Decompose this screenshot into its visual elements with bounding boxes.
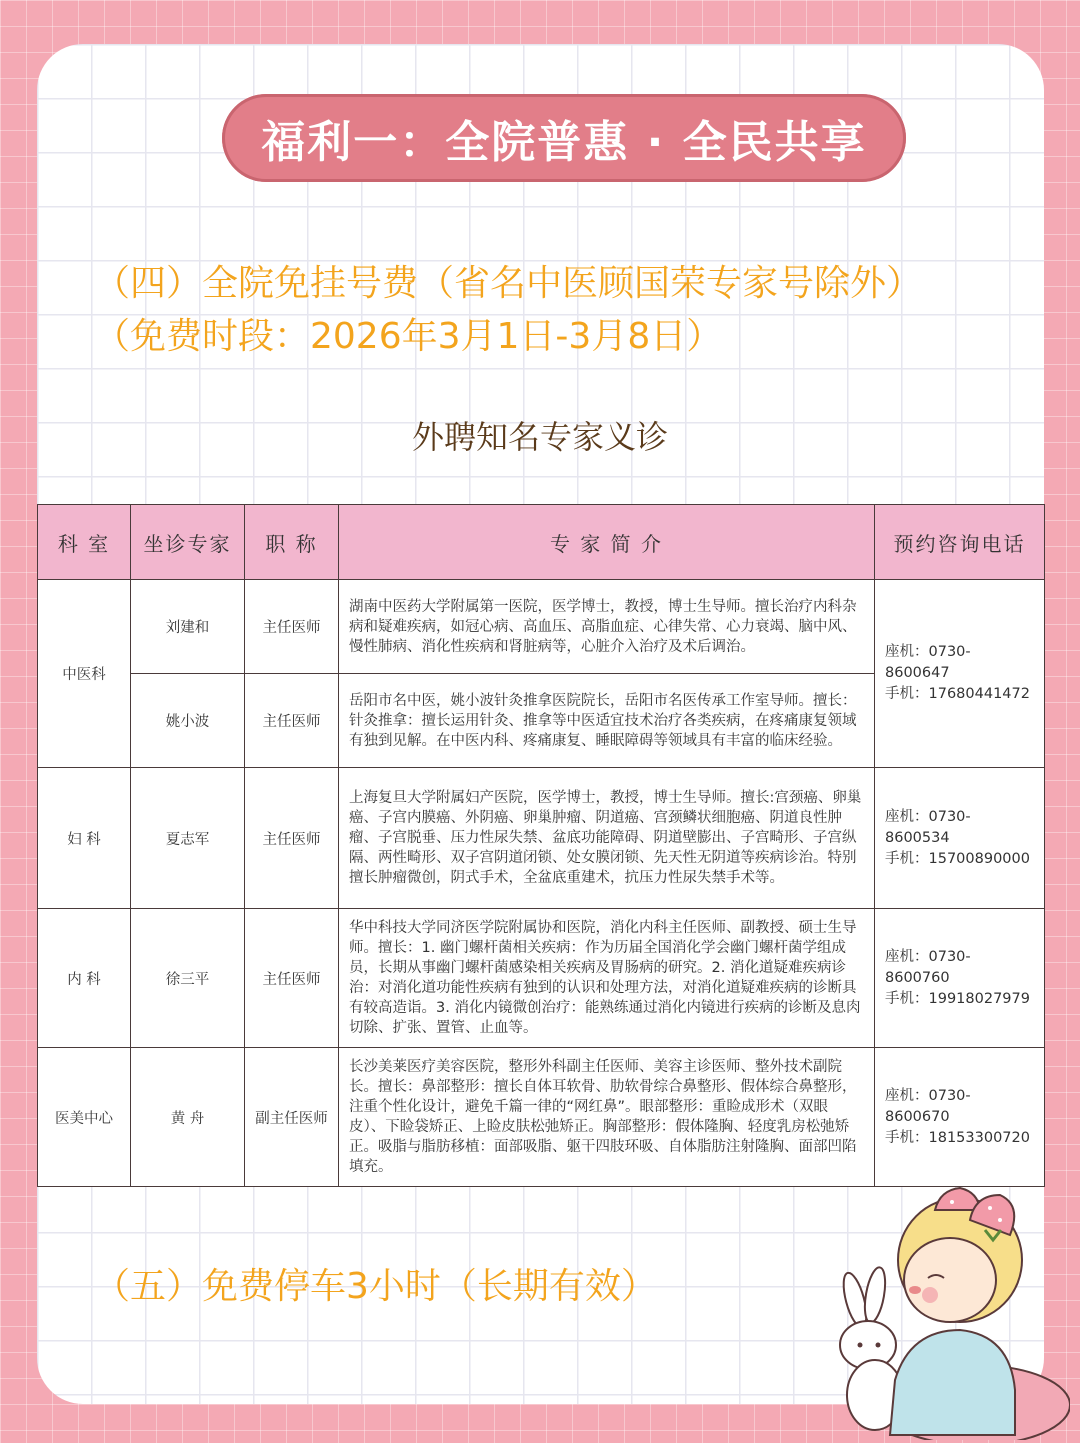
expert-table <box>37 504 1045 1187</box>
mobile-number: 手机：18153300720 <box>885 1129 1030 1146</box>
intro-cell: 上海复旦大学附属妇产医院，医学博士，教授，博士生导师。擅长:宫颈癌、卵巢癌、子宫内膜癌、外阴癌、卵巢肿瘤、阴道癌、宫颈鳞状细胞癌、阴道良性肿瘤、子宫脱垂、压力性尿失禁、盆底功能障碍、阴道壁膨出、子宫畸形、子宫纵隔、两性畸形、双子宫阴道闭锁、处女膜闭锁、先天性无阴道等疾病诊治。特别擅长肿瘤微创，阴式手术，全盆底重建术，抗压力性尿失禁手术等。 <box>339 768 875 909</box>
table-row <box>38 909 1045 1048</box>
table-row <box>38 1048 1045 1187</box>
doctor-cell: 徐三平 <box>131 909 245 1048</box>
title-cell: 主任医师 <box>245 674 339 768</box>
mobile-number: 手机：17680441472 <box>885 686 1030 702</box>
landline-number: 座机：0730-8600760 <box>885 948 971 986</box>
phone-cell <box>875 909 1045 1048</box>
expert-clinic-subtitle: 外聘知名专家义诊 <box>411 418 668 456</box>
header-intro: 专 家 简 介 <box>339 505 875 580</box>
title-cell: 主任医师 <box>245 768 339 909</box>
intro-cell: 岳阳市名中医，姚小波针灸推拿医院院长，岳阳市名医传承工作室导师。擅长：针灸推拿：擅长运用针灸、推拿等中医适宜技术治疗各类疾病，在疼痛康复领域有独到见解。在中医内科、疼痛康复、睡眠障碍等领域具有丰富的临床经验。 <box>339 674 875 768</box>
header-dept: 科 室 <box>38 505 131 580</box>
doctor-cell: 刘建和 <box>131 580 245 674</box>
section4-title: （四）全院免挂号费（省名中医顾国荣专家号除外） <box>94 263 923 304</box>
welfare-banner: 福利一：全院普惠 · 全民共享 <box>222 94 906 182</box>
table-row <box>38 580 1045 674</box>
landline-number: 座机：0730-8600670 <box>885 1087 971 1125</box>
phone-cell <box>875 768 1045 909</box>
dept-cell: 内 科 <box>38 909 131 1048</box>
table-header-row <box>38 505 1045 580</box>
title-cell: 主任医师 <box>245 580 339 674</box>
girl-with-bunny-illustration <box>800 1180 1070 1440</box>
header-title: 职 称 <box>245 505 339 580</box>
section5-parking: （五）免费停车3小时（长期有效） <box>94 1266 657 1307</box>
mobile-number: 手机：15700890000 <box>885 850 1030 867</box>
title-cell: 副主任医师 <box>245 1048 339 1187</box>
doctor-cell: 夏志军 <box>131 768 245 909</box>
intro-cell: 长沙美莱医疗美容医院，整形外科副主任医师、美容主诊医师、整外技术副院长。擅长：鼻部整形：擅长自体耳软骨、肋软骨综合鼻整形、假体综合鼻整形，注重个性化设计，避免千篇一律的“网红鼻”。眼部整形：重睑成形术（双眼皮）、下睑袋矫正、上睑皮肤松弛矫正。胸部整形：假体隆胸、轻度乳房松弛矫正。吸脂与脂肪移植：面部吸脂、躯干四肢环吸、自体脂肪注射隆胸、面部凹陷填充。 <box>339 1048 875 1187</box>
header-doctor: 坐诊专家 <box>131 505 245 580</box>
header-phone: 预约咨询电话 <box>875 505 1045 580</box>
intro-cell: 湖南中医药大学附属第一医院，医学博士，教授，博士生导师。擅长治疗内科杂病和疑难疾病，如冠心病、高血压、高脂血症、心律失常、心力衰竭、脑中风、慢性肺病、消化性疾病和肾脏病等，心脏介入治疗及术后调治。 <box>339 580 875 674</box>
title-cell: 主任医师 <box>245 909 339 1048</box>
intro-cell: 华中科技大学同济医学院附属协和医院，消化内科主任医师、副教授、硕士生导师。擅长：1. 幽门螺杆菌相关疾病：作为历届全国消化学会幽门螺杆菌学组成员，长期从事幽门螺杆菌感染相关疾病及胃肠病的研究。2. 消化道疑难疾病诊治：对消化道功能性疾病有独到的认识和处理方法，对消化道疑难疾病的诊断具有较高造诣。3. 消化内镜微创治疗：能熟练通过消化内镜进行疾病的诊断及息肉切除、扩张、置管、止血等。 <box>339 909 875 1048</box>
doctor-cell: 黄 舟 <box>131 1048 245 1187</box>
phone-cell <box>875 1048 1045 1187</box>
dept-cell: 医美中心 <box>38 1048 131 1187</box>
landline-number: 座机：0730-8600534 <box>885 808 971 846</box>
landline-number: 座机：0730-8600647 <box>885 644 971 681</box>
phone-cell <box>875 580 1045 768</box>
dept-cell: 妇 科 <box>38 768 131 909</box>
doctor-cell: 姚小波 <box>131 674 245 768</box>
table-row <box>38 768 1045 909</box>
mobile-number: 手机：19918027979 <box>885 990 1030 1007</box>
dept-cell: 中医科 <box>38 580 131 768</box>
section4-period: （免费时段：2026年3月1日-3月8日） <box>94 316 723 357</box>
